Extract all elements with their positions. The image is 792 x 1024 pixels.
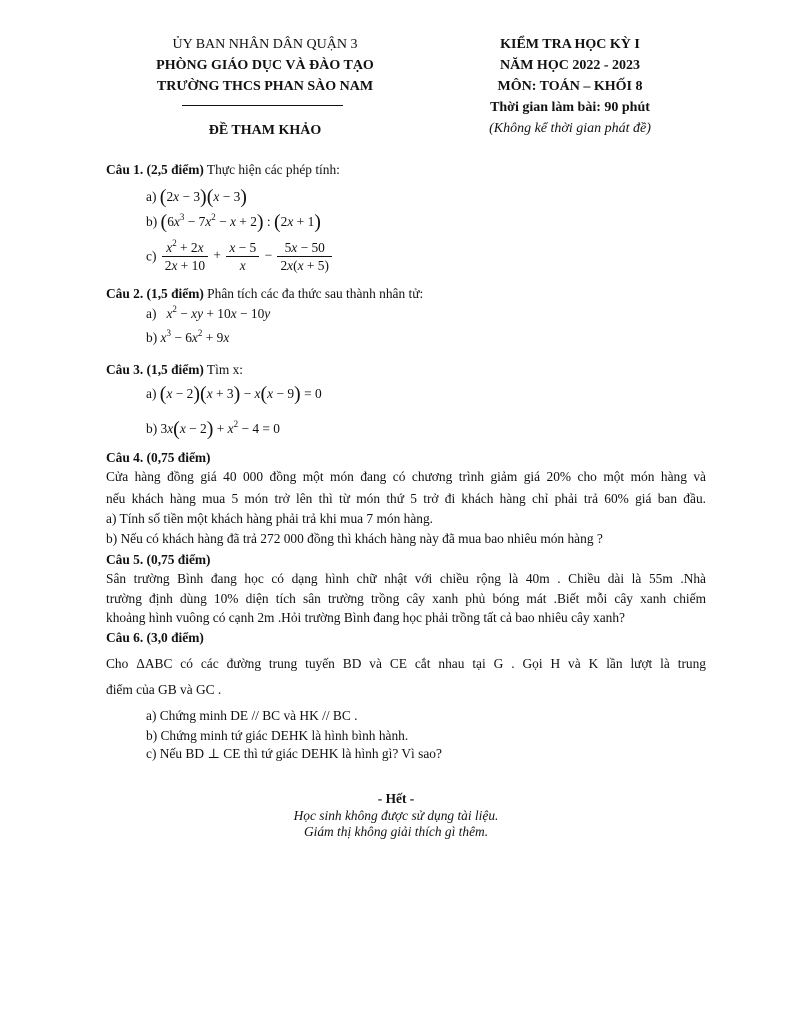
- end-marker: - Hết -: [377, 791, 415, 806]
- q3-b-label: b): [146, 421, 158, 436]
- q2-item-b: b) $x^3 - 6x^2 + 9x$: [146, 328, 230, 345]
- header-rule: [182, 105, 343, 106]
- header-left-line3: TRƯỜNG THCS PHAN SÀO NAM: [156, 79, 374, 94]
- q5-line1: Sân trường Bình đang học có dạng hình chữ nhật với chiều rộng là 40m . Chiều dài là 55m .Nhà: [106, 571, 706, 586]
- document-label: ĐỀ THAM KHẢO: [208, 123, 322, 138]
- question-4-label: Câu 4. (0,75 điểm): [106, 450, 211, 465]
- school-year: NĂM HỌC 2022 - 2023: [500, 58, 640, 73]
- question-3-text: Tìm x:: [203, 362, 244, 377]
- q3-a-label: a): [146, 386, 157, 401]
- q3-item-a: a) (x − 2)(x + 3) − x(x − 9) = 0: [146, 383, 322, 405]
- q1-item-b: b) $(6x^3 - 7x^2 - x + 2)$ : (2x + 1): [146, 211, 321, 233]
- q4-line1: Cửa hàng đồng giá 40 000 đồng một món đang có chương trình giảm giá 20% cho một món hàng và: [106, 469, 706, 484]
- q4-item-b: b) Nếu có khách hàng đã trả 272 000 đồng thì khách hàng này đã mua bao nhiêu món hàng ?: [106, 531, 603, 546]
- q2-a-label: a): [146, 306, 157, 321]
- header-left-line1: ỦY BAN NHÂN DÂN QUẬN 3: [172, 37, 358, 52]
- q6-line2: điểm của GB và GC .: [106, 682, 222, 697]
- header-left-line2: PHÒNG GIÁO DỤC VÀ ĐÀO TẠO: [156, 58, 374, 73]
- q2-item-a: a) $x^2$ − xy + 10x − 10y: [146, 304, 271, 321]
- question-2: [106, 284, 423, 304]
- question-1-text: Thực hiện các phép tính:: [203, 162, 340, 177]
- q1-item-a: a) (2x − 3)(x − 3): [146, 186, 247, 208]
- q1-c-label: c): [146, 248, 157, 264]
- footer-note-2: Giám thị không giải thích gì thêm.: [303, 824, 489, 839]
- q6-line1: Cho ΔABC có các đường trung tuyến BD và CE cắt nhau tại G . Gọi H và K lần lượt là trung: [106, 656, 706, 671]
- duration-note: (Không kể thời gian phát đề): [489, 121, 651, 136]
- question-6-label: Câu 6. (3,0 điểm): [106, 630, 204, 645]
- q4-line2: nếu khách hàng mua 5 món trở lên thì từ món thứ 5 trở đi khách hàng chỉ phải trả 60% giá ban đầu.: [106, 491, 706, 506]
- q5-line2: trường định dùng 10% diện tích sân trường trồng cây xanh phủ bóng mát .Biết mỗi cây xanh chiếm: [106, 591, 706, 606]
- exam-title: KIỂM TRA HỌC KỲ I: [500, 37, 640, 52]
- q5-line3: khoảng hình vuông có cạnh 2m .Hỏi trường Bình đang học phải trồng tất cả bao nhiêu cây xanh?: [106, 610, 625, 625]
- q3-item-b: b) $3x(x - 2) + x^2 - 4 = 0$: [146, 418, 280, 440]
- subject: MÔN: TOÁN – KHỐI 8: [497, 79, 643, 94]
- question-3-label: Câu 3. (1,5 điểm): [106, 362, 204, 377]
- q2-b-label: b): [146, 330, 158, 345]
- question-1-label: Câu 1. (2,5 điểm): [106, 162, 204, 177]
- q6-item-c: c) Nếu BD ⊥ CE thì tứ giác DEHK là hình gì? Vì sao?: [146, 746, 442, 761]
- question-2-text: Phân tích các đa thức sau thành nhân tử:: [203, 286, 424, 301]
- duration: Thời gian làm bài: 90 phút: [490, 100, 650, 115]
- question-5-label: Câu 5. (0,75 điểm): [106, 552, 211, 567]
- q6-item-a: a) Chứng minh DE // BC và HK // BC .: [146, 708, 358, 723]
- q1-item-c: c) $\frac{x^2 + 2x}{2x + 10}$ + $\frac{x - 5}{x}$ − $\frac{5x - 50}{2x(x + 5)}$: [146, 239, 334, 274]
- q4-item-a: a) Tính số tiền một khách hàng phải trả khi mua 7 món hàng.: [106, 511, 434, 526]
- question-3: [106, 360, 243, 380]
- q6-item-b: b) Chứng minh tứ giác DEHK là hình bình hành.: [146, 728, 409, 743]
- q1-a-label: a): [146, 189, 157, 204]
- question-2-label: Câu 2. (1,5 điểm): [106, 286, 204, 301]
- footer-note-1: Học sinh không được sử dụng tài liệu.: [293, 808, 499, 823]
- question-1: [106, 160, 340, 180]
- q1-b-label: b): [146, 214, 158, 229]
